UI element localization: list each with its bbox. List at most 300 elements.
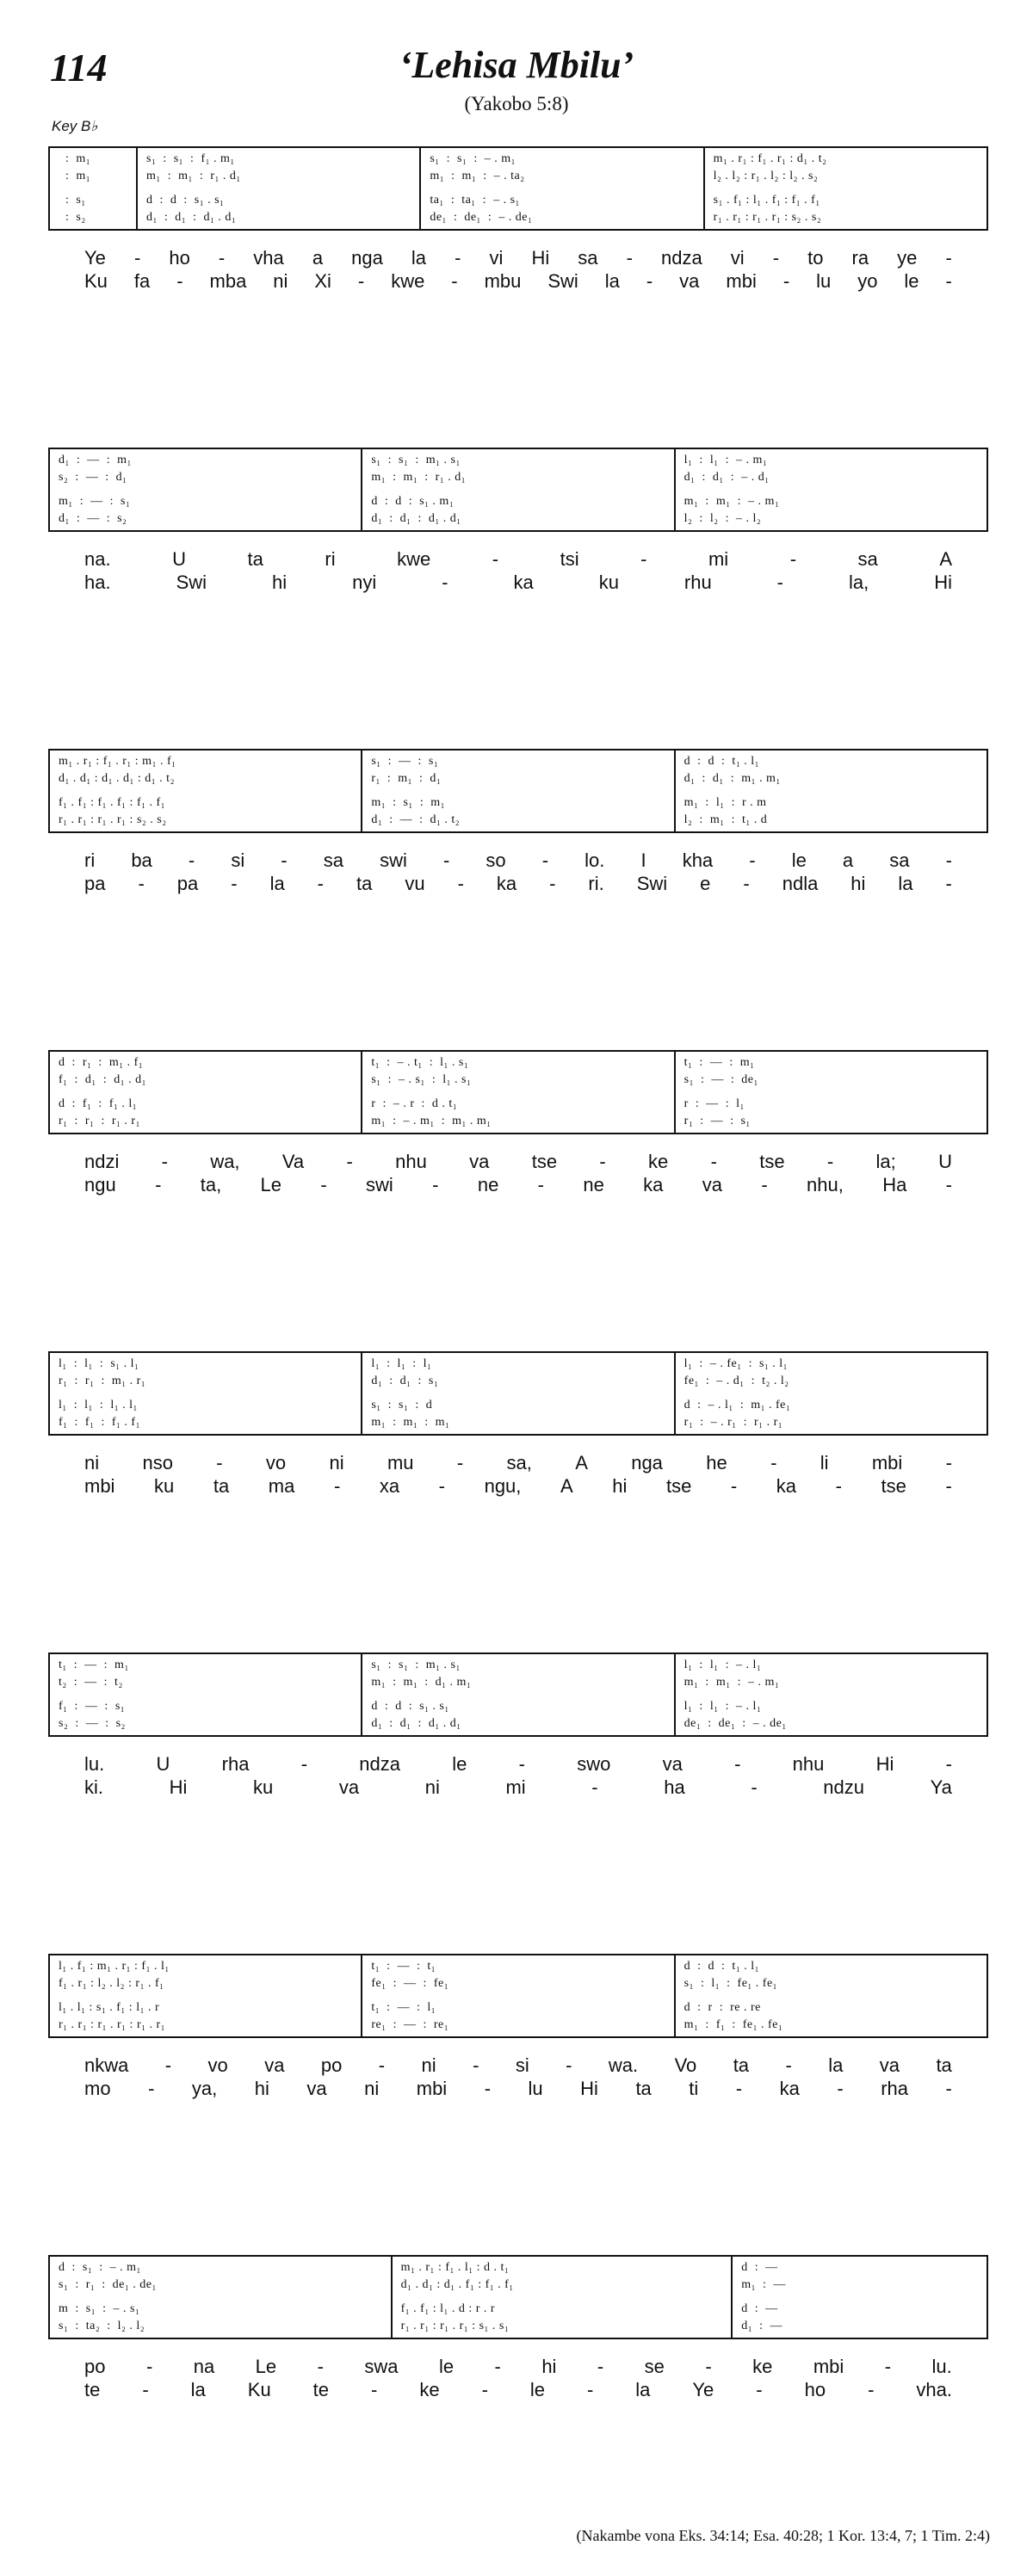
lyric-syllable: - (216, 1452, 223, 1473)
lyric-syllable: ndza (661, 247, 702, 269)
voice-part-line: r₁ : – . r₁ : r₁ . r₁ (684, 1416, 783, 1429)
lyric-syllable: - (751, 1776, 758, 1798)
lyric-syllable: - (438, 1475, 445, 1497)
lyric-syllable: Vo (674, 2054, 697, 2076)
lyric-syllable: le (452, 1753, 467, 1775)
voice-part-line: m₁ . r₁ : f₁ . l₁ : d . t₁ (400, 2261, 510, 2274)
voice-part-line: : s₂ (59, 211, 86, 224)
voice-part-line: m₁ : m₁ : d₁ . m₁ (371, 1676, 472, 1689)
voice-part-line: s₁ : l₁ : fe₁ . fe₁ (684, 1977, 778, 1990)
lyric-syllable: lu (816, 270, 832, 292)
voice-part-line: m₁ : m₁ : – . m₁ (684, 1676, 780, 1689)
lyrics-block (48, 1451, 988, 1498)
voice-part-line: s₂ : — : s₂ (59, 1717, 126, 1730)
lyric-syllable: sa (578, 247, 598, 269)
voice-part-line: d : r₁ : m₁ . f₁ (59, 1056, 144, 1069)
voice-part-line: r₁ . r₁ : r₁ . r₁ : s₂ . s₂ (59, 813, 167, 826)
lyric-syllable: ti (689, 2078, 699, 2099)
lyric-syllable: Le (260, 1174, 282, 1195)
voice-part-line: d₁ : — : d₁ . t₂ (371, 813, 461, 826)
lyric-syllable: Hi (875, 1753, 894, 1775)
lyric-syllable: ho (169, 247, 190, 269)
lyric-syllable: ta, (200, 1174, 222, 1195)
measure (50, 1654, 361, 1735)
lyric-syllable: he (706, 1452, 727, 1473)
voice-part-line: d₁ : d₁ : – . d₁ (684, 471, 770, 484)
lyric-syllable: - (782, 270, 790, 292)
lyric-syllable: le (438, 2356, 455, 2377)
measure (361, 449, 673, 530)
lyric-syllable: si (231, 849, 245, 871)
music-system (48, 1954, 988, 2100)
voice-part-line: m₁ : l₁ : r . m (684, 796, 767, 809)
lyric-line (48, 246, 988, 269)
lyric-syllable: va (338, 1776, 360, 1798)
lyric-syllable: lo. (585, 849, 605, 871)
lyric-syllable: - (537, 1174, 544, 1195)
lyric-syllable: ba (131, 849, 152, 871)
voice-part-line: m₁ : – . m₁ : m₁ . m₁ (371, 1115, 492, 1127)
lyric-syllable: lu. (931, 2356, 952, 2377)
lyric-syllable: - (749, 849, 756, 871)
lyric-syllable: - (218, 247, 226, 269)
lyric-syllable: swo (577, 1753, 611, 1775)
lyric-syllable: - (640, 548, 647, 570)
lyric-syllable: vi (730, 247, 745, 269)
lyric-syllable: Hi (580, 2078, 598, 2099)
voice-part-line: m₁ : m₁ : – . ta₂ (430, 170, 525, 182)
voice-part-line: t₁ : — : m₁ (684, 1056, 755, 1069)
voice-part-line: l₁ . l₁ : s₁ . f₁ : l₁ . r (59, 2001, 160, 2014)
solfa-staff (48, 1050, 988, 1134)
voice-part-line: r : – . r : d . t₁ (371, 1097, 458, 1110)
lyric-syllable: Swi (636, 873, 668, 894)
lyric-syllable: - (884, 2356, 892, 2377)
lyric-syllable: ma (268, 1475, 295, 1497)
lyrics-block (48, 1150, 988, 1196)
lyric-syllable: - (549, 873, 556, 894)
lyric-syllable: - (541, 849, 549, 871)
solfa-staff (48, 1351, 988, 1436)
lyric-syllable: nyi (352, 571, 377, 593)
voice-part-line: r₁ : — : s₁ (684, 1115, 751, 1127)
lyric-syllable: mbi (871, 1452, 903, 1473)
lyric-syllable: Hi (169, 1776, 188, 1798)
lyric-syllable: vo (265, 1452, 287, 1473)
lyric-syllable: sa, (506, 1452, 532, 1473)
voice-part-line: t₁ : – . t₁ : l₁ . s₁ (371, 1056, 469, 1069)
voice-part-line: l₁ : l₁ : l₁ (371, 1357, 432, 1370)
lyric-syllable: vo (207, 2054, 228, 2076)
lyric-syllable: va (264, 2054, 285, 2076)
lyric-syllable: ta (356, 873, 373, 894)
lyric-syllable: Hi (934, 571, 952, 593)
lyric-syllable: - (455, 247, 461, 269)
lyric-syllable: mi (708, 548, 729, 570)
lyric-syllable: - (945, 1174, 952, 1195)
voice-part-line: : s₁ (59, 194, 86, 207)
lyric-syllable: - (597, 2356, 604, 2377)
voice-part-line: m₁ : — : s₁ (59, 495, 131, 508)
lyric-syllable: - (142, 2379, 149, 2400)
measure (361, 1955, 673, 2036)
lyric-syllable: nhu (395, 1151, 427, 1172)
lyric-syllable: - (826, 1151, 834, 1172)
measure (674, 1955, 987, 2036)
voice-part-line: s₁ : r₁ : de₁ . de₁ (59, 2278, 157, 2291)
measure (50, 2257, 391, 2338)
measure (361, 1353, 673, 1434)
voice-part-line: f₁ . f₁ : l₁ . d : r . r (400, 2302, 496, 2315)
lyric-syllable: - (945, 1753, 952, 1775)
voice-part-line: s₁ : s₁ : m₁ . s₁ (371, 1659, 461, 1671)
voice-part-line: r₁ : m₁ : d₁ (371, 772, 442, 785)
voice-part-line: l₁ : l₁ : s₁ . l₁ (59, 1357, 139, 1370)
lyric-syllable: Ye (692, 2379, 714, 2400)
lyric-syllable: swi (366, 1174, 393, 1195)
lyric-line (48, 2355, 988, 2378)
lyric-syllable: mba (209, 270, 247, 292)
solfa-staff (48, 2255, 988, 2339)
lyric-syllable: ta (247, 548, 263, 570)
lyric-syllable: la (828, 2054, 844, 2076)
lyric-syllable: fa (133, 270, 151, 292)
lyric-syllable: ra (851, 247, 869, 269)
lyric-syllable: - (457, 873, 464, 894)
hymn-subtitle: (Yakobo 5:8) (464, 93, 569, 114)
lyric-syllable: ku (253, 1776, 274, 1798)
music-system (48, 749, 988, 895)
lyric-syllable: le (904, 270, 919, 292)
lyrics-block (48, 2355, 988, 2401)
lyric-line (48, 849, 988, 872)
lyric-line (48, 571, 988, 594)
lyric-syllable: - (646, 270, 653, 292)
lyric-syllable: mbi (84, 1475, 115, 1497)
lyric-syllable: ye (897, 247, 918, 269)
voice-part-line: fe₁ : – . d₁ : t₂ . l₂ (684, 1374, 789, 1387)
lyric-syllable: ni (364, 2078, 380, 2099)
lyric-syllable: - (451, 270, 458, 292)
measure (703, 148, 987, 229)
measure (419, 148, 702, 229)
lyric-syllable: ha. (84, 571, 111, 593)
voice-part-line: s₂ : — : d₁ (59, 471, 127, 484)
lyric-line (48, 1752, 988, 1776)
hymn-title: ‘Lehisa Mbilu’ (399, 44, 634, 86)
lyric-syllable: - (371, 2379, 378, 2400)
voice-part-line: l₂ : m₁ : t₁ . d (684, 813, 768, 826)
lyric-syllable: Ya (930, 1776, 952, 1798)
lyric-syllable: po (84, 2356, 106, 2377)
lyric-syllable: - (155, 1174, 162, 1195)
lyric-syllable: ki. (84, 1776, 103, 1798)
lyrics-block (48, 1752, 988, 1799)
voice-part-line: d₁ : d₁ : d₁ . d₁ (371, 1717, 461, 1730)
lyric-syllable: ya, (191, 2078, 218, 2099)
lyric-syllable: ni (84, 1452, 100, 1473)
voice-part-line: r₁ . r₁ : r₁ . r₁ : s₂ . s₂ (713, 211, 822, 224)
lyric-syllable: - (333, 1475, 341, 1497)
lyric-syllable: ta (936, 2054, 952, 2076)
lyric-syllable: - (456, 1452, 464, 1473)
lyric-syllable: va (679, 270, 700, 292)
lyric-syllable: - (772, 247, 780, 269)
lyric-syllable: Le (255, 2356, 277, 2377)
lyric-syllable: sa (857, 548, 878, 570)
lyric-syllable: si (515, 2054, 529, 2076)
lyric-syllable: le (791, 849, 807, 871)
lyric-syllable: - (945, 1475, 952, 1497)
voice-part-line: s₁ : s₁ : d (371, 1399, 433, 1412)
voice-part-line: s₁ : s₁ : f₁ . m₁ (146, 152, 235, 165)
lyric-syllable: - (176, 270, 183, 292)
lyric-syllable: Ku (247, 2379, 271, 2400)
solfa-staff (48, 749, 988, 833)
measure (361, 1654, 673, 1735)
lyric-syllable: tse (881, 1475, 906, 1497)
lyric-syllable: - (789, 548, 797, 570)
scripture-footnote: (Nakambe vona Eks. 34:14; Esa. 40:28; 1 Kor. 13:4, 7; 1 Tim. 2:4) (576, 2527, 990, 2544)
lyric-syllable: ta (635, 2078, 652, 2099)
lyric-syllable: ku (154, 1475, 175, 1497)
measure (361, 1052, 673, 1133)
hymn-header (0, 0, 1033, 134)
measure (136, 148, 419, 229)
lyric-syllable: rha (221, 1753, 250, 1775)
voice-part-line: l₁ : l₁ : – . m₁ (684, 454, 768, 466)
lyric-syllable: ri (84, 849, 96, 871)
lyric-syllable: tse (531, 1151, 558, 1172)
lyric-syllable: va (702, 1174, 723, 1195)
voice-part-line: f₁ . f₁ : f₁ . f₁ : f₁ . f₁ (59, 796, 166, 809)
lyric-syllable: ni (329, 1452, 344, 1473)
voice-part-line: t₁ : — : m₁ (59, 1659, 129, 1671)
music-system (48, 146, 988, 293)
lyric-syllable: se (644, 2356, 665, 2377)
lyric-syllable: te (312, 2379, 330, 2400)
lyric-syllable: - (300, 1753, 308, 1775)
lyric-syllable: ka (779, 2078, 800, 2099)
voice-part-line: d₁ : — : m₁ (59, 454, 132, 466)
lyric-syllable: kha (682, 849, 714, 871)
lyric-syllable: te (84, 2379, 101, 2400)
lyric-syllable: e (700, 873, 711, 894)
lyric-syllable: la, (848, 571, 869, 593)
voice-part-line: s₁ : s₁ : – . m₁ (430, 152, 516, 165)
lyric-syllable: ri. (588, 873, 604, 894)
music-system (48, 1050, 988, 1196)
voice-part-line: m₁ : m₁ : r₁ . d₁ (371, 471, 467, 484)
lyric-syllable: mbi (726, 270, 757, 292)
lyric-syllable: Xi (314, 270, 331, 292)
lyric-syllable: pa (84, 873, 106, 894)
voice-part-line: d₁ : d₁ : d₁ . d₁ (371, 512, 461, 525)
lyric-syllable: sa (889, 849, 910, 871)
lyric-syllable: - (317, 873, 324, 894)
voice-part-line: de₁ : de₁ : – . de₁ (684, 1717, 787, 1730)
lyric-syllable: U (938, 1151, 952, 1172)
voice-part-line: l₂ : l₂ : – . l₂ (684, 512, 762, 525)
lyric-syllable: A (939, 548, 952, 570)
lyric-syllable: ke (648, 1151, 669, 1172)
lyric-line (48, 1776, 988, 1799)
lyric-syllable: ka (776, 1475, 797, 1497)
lyric-syllable: nhu (792, 1753, 825, 1775)
voice-part-line: d : f₁ : f₁ . l₁ (59, 1097, 138, 1110)
lyric-syllable: Ku (84, 270, 108, 292)
voice-part-line: r₁ . r₁ : r₁ . r₁ : r₁ . r₁ (59, 2018, 166, 2031)
lyric-syllable: - (785, 2054, 792, 2076)
lyric-syllable: - (761, 1174, 768, 1195)
lyric-syllable: nso (142, 1452, 173, 1473)
lyric-syllable: Swi (547, 270, 578, 292)
lyric-syllable: ha (664, 1776, 685, 1798)
lyric-line (48, 1150, 988, 1173)
voice-part-line: m₁ : m₁ : r₁ . d₁ (146, 170, 241, 182)
voice-part-line: s₁ : — : de₁ (684, 1073, 758, 1086)
lyric-syllable: vu (405, 873, 425, 894)
lyric-syllable: - (626, 247, 633, 269)
lyric-syllable: - (164, 2054, 172, 2076)
lyric-syllable: - (705, 2356, 712, 2377)
lyrics-block (48, 849, 988, 895)
lyric-syllable: so (486, 849, 506, 871)
measure (674, 449, 987, 530)
lyric-syllable: ne (477, 1174, 499, 1195)
voice-part-line: t₂ : — : t₂ (59, 1676, 123, 1689)
lyric-line (48, 2054, 988, 2077)
lyric-syllable: lu (528, 2078, 543, 2099)
lyric-syllable: nhu, (807, 1174, 844, 1195)
measure (50, 148, 136, 229)
lyric-syllable: - (599, 1151, 606, 1172)
lyric-syllable: - (837, 2078, 844, 2099)
measure (674, 1654, 987, 1735)
voice-part-line: d₁ : d₁ : d₁ . d₁ (146, 211, 237, 224)
lyric-syllable: - (770, 1452, 777, 1473)
lyric-syllable: - (346, 1151, 353, 1172)
lyric-syllable: la (190, 2379, 206, 2400)
lyric-syllable: wa, (210, 1151, 240, 1172)
lyric-syllable: - (566, 2054, 572, 2076)
lyric-syllable: - (320, 1174, 327, 1195)
measure (674, 1052, 987, 1133)
lyric-syllable: U (156, 1753, 170, 1775)
voice-part-line: l₁ : l₁ : – . l₁ (684, 1659, 762, 1671)
voice-part-line: fe₁ : — : fe₁ (371, 1977, 449, 1990)
voice-part-line: s₁ . f₁ : l₁ . f₁ : f₁ . f₁ (713, 194, 820, 207)
measure (674, 751, 987, 831)
lyric-syllable: to (807, 247, 824, 269)
lyric-syllable: ni (421, 2054, 436, 2076)
lyric-syllable: nga (631, 1452, 663, 1473)
voice-part-line: d₁ : — : s₂ (59, 512, 127, 525)
measure (50, 449, 361, 530)
lyric-syllable: - (378, 2054, 386, 2076)
lyric-syllable: rha (881, 2078, 908, 2099)
music-system (48, 448, 988, 594)
solfa-staff (48, 448, 988, 532)
lyric-syllable: - (945, 247, 952, 269)
voice-part-line: re₁ : — : re₁ (371, 2018, 449, 2031)
lyric-syllable: ndzu (823, 1776, 864, 1798)
voice-part-line: ta₁ : ta₁ : – . s₁ (430, 194, 520, 207)
lyric-syllable: - (481, 2379, 488, 2400)
measure (731, 2257, 987, 2338)
lyric-line (48, 872, 988, 895)
lyric-syllable: - (484, 2078, 492, 2099)
lyric-syllable: vha. (916, 2379, 952, 2400)
measure (361, 751, 673, 831)
voice-part-line: d₁ . d₁ : d₁ . d₁ : d₁ . t₂ (59, 772, 175, 785)
lyric-syllable: - (492, 548, 499, 570)
lyric-syllable: hi (612, 1475, 628, 1497)
lyric-syllable: - (945, 849, 952, 871)
voice-part-line: d : d : s₁ . m₁ (371, 495, 455, 508)
voice-part-line: d₁ : d₁ : m₁ . m₁ (684, 772, 781, 785)
lyric-syllable: ndzi (84, 1151, 120, 1172)
lyric-syllable: le (529, 2379, 545, 2400)
lyric-syllable: rhu (684, 571, 712, 593)
lyric-syllable: ke (419, 2379, 440, 2400)
voice-part-line: d : r : re . re (684, 2001, 761, 2014)
lyric-syllable: - (586, 2379, 594, 2400)
lyrics-block (48, 2054, 988, 2100)
lyric-syllable: wa. (608, 2054, 639, 2076)
voice-part-line: m₁ : s₁ : m₁ (371, 796, 445, 809)
lyric-syllable: - (145, 2356, 153, 2377)
voice-part-line: r₁ : r₁ : m₁ . r₁ (59, 1374, 146, 1387)
lyric-syllable: nga (351, 247, 383, 269)
lyric-syllable: - (868, 2379, 875, 2400)
lyric-syllable: - (591, 1776, 598, 1798)
lyric-syllable: A (560, 1475, 573, 1497)
lyric-syllable: ka (643, 1174, 664, 1195)
lyric-syllable: la (635, 2379, 651, 2400)
lyric-syllable: yo (857, 270, 878, 292)
measure (50, 1052, 361, 1133)
lyric-line (48, 269, 988, 293)
lyric-syllable: mbi (416, 2078, 448, 2099)
lyric-syllable: - (945, 873, 952, 894)
lyric-syllable: - (357, 270, 365, 292)
voice-part-line: s₁ : s₁ : m₁ . s₁ (371, 454, 461, 466)
lyric-syllable: ngu, (484, 1475, 522, 1497)
voice-part-line: d₁ . d₁ : d₁ . f₁ : f₁ . f₁ (400, 2278, 514, 2291)
lyric-syllable: hi (254, 2078, 269, 2099)
lyric-syllable: la; (875, 1151, 896, 1172)
voice-part-line: m₁ . r₁ : f₁ . r₁ : d₁ . t₂ (713, 152, 827, 165)
lyric-syllable: - (735, 2078, 743, 2099)
lyric-syllable: va (306, 2078, 327, 2099)
voice-part-line: d : d : s₁ . s₁ (371, 1700, 449, 1713)
lyric-syllable: hi (541, 2356, 557, 2377)
lyric-syllable: vha (253, 247, 284, 269)
lyric-syllable: na. (84, 548, 111, 570)
voice-part-line: m : s₁ : – . s₁ (59, 2302, 140, 2315)
lyric-syllable: swa (364, 2356, 399, 2377)
lyric-syllable: - (281, 849, 288, 871)
voice-part-line: f₁ : d₁ : d₁ . d₁ (59, 1073, 146, 1086)
lyric-syllable: - (442, 849, 450, 871)
lyric-syllable: - (734, 1753, 741, 1775)
voice-part-line: s₁ : – . s₁ : l₁ . s₁ (371, 1073, 472, 1086)
lyric-syllable: hi (271, 571, 288, 593)
voice-part-line: d : d : s₁ . s₁ (146, 194, 225, 207)
measure (50, 1353, 361, 1434)
lyric-syllable: A (575, 1452, 588, 1473)
